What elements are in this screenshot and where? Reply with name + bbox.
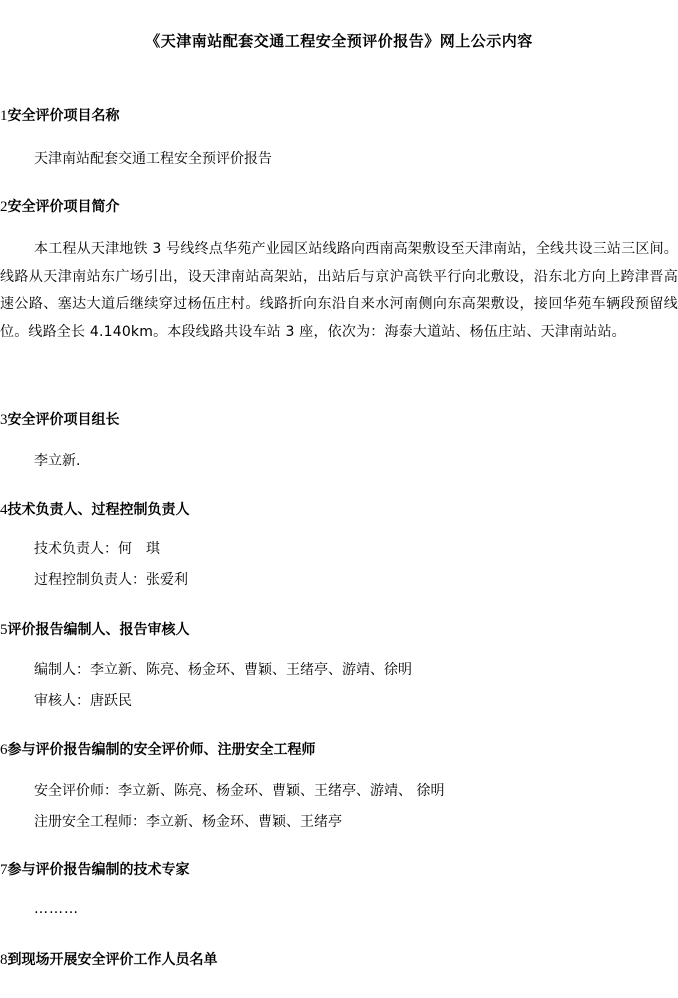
section-7-heading bbox=[0, 861, 190, 879]
document-title: 《天津南站配套交通工程安全预评价报告》网上公示内容 bbox=[145, 32, 533, 50]
report-reviewer: 审核人：唐跃民 bbox=[34, 693, 132, 709]
section-title: 安全评价项目组长 bbox=[7, 412, 120, 428]
section-6-heading bbox=[0, 741, 316, 759]
project-name: 天津南站配套交通工程安全预评价报告 bbox=[34, 151, 272, 167]
section-title: 评价报告编制人、报告审核人 bbox=[7, 622, 190, 638]
section-8-heading bbox=[0, 951, 218, 969]
section-number: 4 bbox=[0, 502, 8, 518]
section-number: 2 bbox=[0, 199, 8, 215]
project-leader: 李立新. bbox=[34, 453, 81, 469]
section-3-heading bbox=[0, 411, 120, 429]
section-2-heading bbox=[0, 198, 120, 216]
section-title: 安全评价项目名称 bbox=[7, 108, 120, 124]
project-summary-paragraph: 本工程从天津地铁 3 号线终点华苑产业园区站线路向西南高架敷设至天津南站，全线共设三站三区间。线路从天津南站东广场引出，设天津南站高架站，出站后与京沪高铁平行向北敷设，沿东北方向上跨津晋高速公路、塞达大道后继续穿过杨伍庄村。线路折向东沿自来水河南侧向东高架敷设，接回华苑车辆段预留线位。线路全长 4.140km。本段线路共设车站 3 座，依次为：海泰大道站、杨伍庄站、天津南站站。 bbox=[0, 241, 678, 340]
section-number: 3 bbox=[0, 412, 8, 428]
section-title: 参与评价报告编制的安全评价师、注册安全工程师 bbox=[7, 742, 316, 758]
section-5-heading bbox=[0, 621, 190, 639]
safety-assessors: 安全评价师：李立新、陈亮、杨金环、曹颖、王绪亭、游靖、 徐明 bbox=[34, 783, 445, 799]
section-title: 技术负责人、过程控制负责人 bbox=[7, 502, 190, 518]
technical-lead: 技术负责人：何 琪 bbox=[34, 541, 160, 557]
registered-safety-engineers: 注册安全工程师：李立新、杨金环、曹颖、王绪亭 bbox=[34, 814, 342, 830]
report-authors: 编制人：李立新、陈亮、杨金环、曹颖、王绪亭、游靖、徐明 bbox=[34, 662, 412, 678]
section-title: 参与评价报告编制的技术专家 bbox=[7, 862, 190, 878]
section-number: 8 bbox=[0, 952, 8, 968]
section-1-heading bbox=[0, 107, 120, 125]
technical-experts-placeholder: ……… bbox=[34, 901, 79, 917]
process-control-lead: 过程控制负责人：张爱利 bbox=[34, 572, 188, 588]
section-number: 7 bbox=[0, 862, 8, 878]
section-title: 到现场开展安全评价工作人员名单 bbox=[7, 952, 218, 968]
section-4-heading bbox=[0, 501, 190, 519]
section-number: 1 bbox=[0, 108, 8, 124]
section-number: 6 bbox=[0, 742, 8, 758]
section-number: 5 bbox=[0, 622, 8, 638]
section-title: 安全评价项目简介 bbox=[7, 199, 120, 215]
